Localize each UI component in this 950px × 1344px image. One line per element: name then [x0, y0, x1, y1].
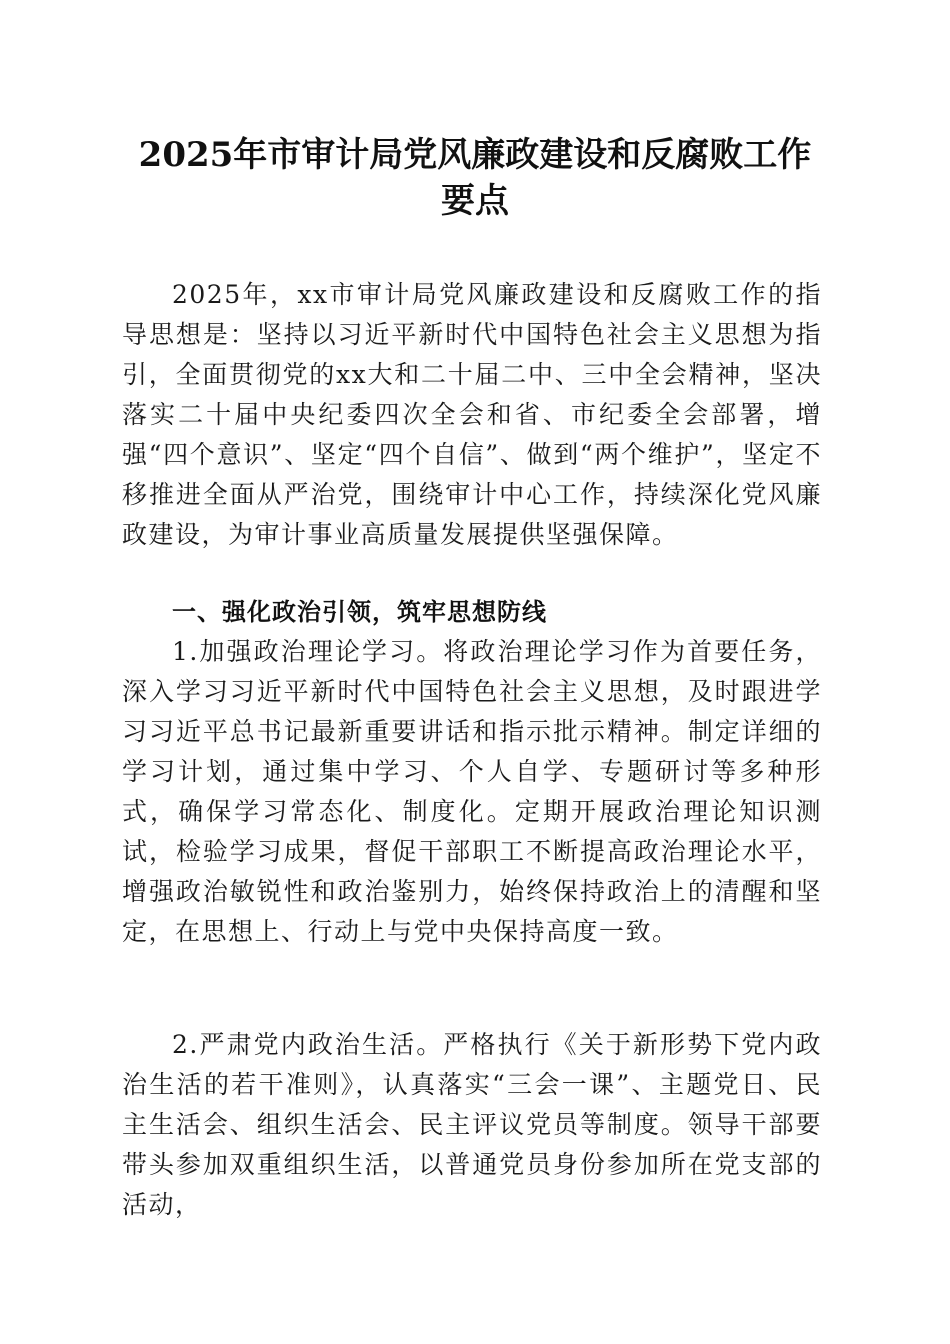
title-line-1: 2025年市审计局党风廉政建设和反腐败工作 — [138, 135, 812, 175]
list-item-2: 2.严肃党内政治生活。严格执行《关于新形势下党内政治生活的若干准则》，认真落实“三会一课”、主题党日、民主生活会、组织生活会、民主评议党员等制度。领导干部要带头参加双重组织生活，以普通党员身份参加所在党支部的活动， — [122, 1030, 822, 1219]
document-title — [110, 132, 840, 224]
section-heading-1: 一、强化政治引领，筑牢思想防线 — [172, 598, 547, 626]
intro-paragraph: 2025年，xx市审计局党风廉政建设和反腐败工作的指导思想是：坚持以习近平新时代中国特色社会主义思想为指引，全面贯彻党的xx大和二十届二中、三中全会精神，坚决落实二十届中央纪委四次全会和省、市纪委全会部署，增强“四个意识”、坚定“四个自信”、做到“两个维护”，坚定不移推进全面从严治党，围绕审计中心工作，持续深化党风廉政建设，为审计事业高质量发展提供坚强保障。 — [122, 280, 822, 549]
list-item-1: 1.加强政治理论学习。将政治理论学习作为首要任务，深入学习习近平新时代中国特色社会主义思想，及时跟进学习习近平总书记最新重要讲话和指示批示精神。制定详细的学习计划，通过集中学习、个人自学、专题研讨等多种形式，确保学习常态化、制度化。定期开展政治理论知识测试，检验学习成果，督促干部职工不断提高政治理论水平，增强政治敏锐性和政治鉴别力，始终保持政治上的清醒和坚定，在思想上、行动上与党中央保持高度一致。 — [122, 637, 822, 946]
title-line-2: 要点 — [441, 181, 509, 221]
